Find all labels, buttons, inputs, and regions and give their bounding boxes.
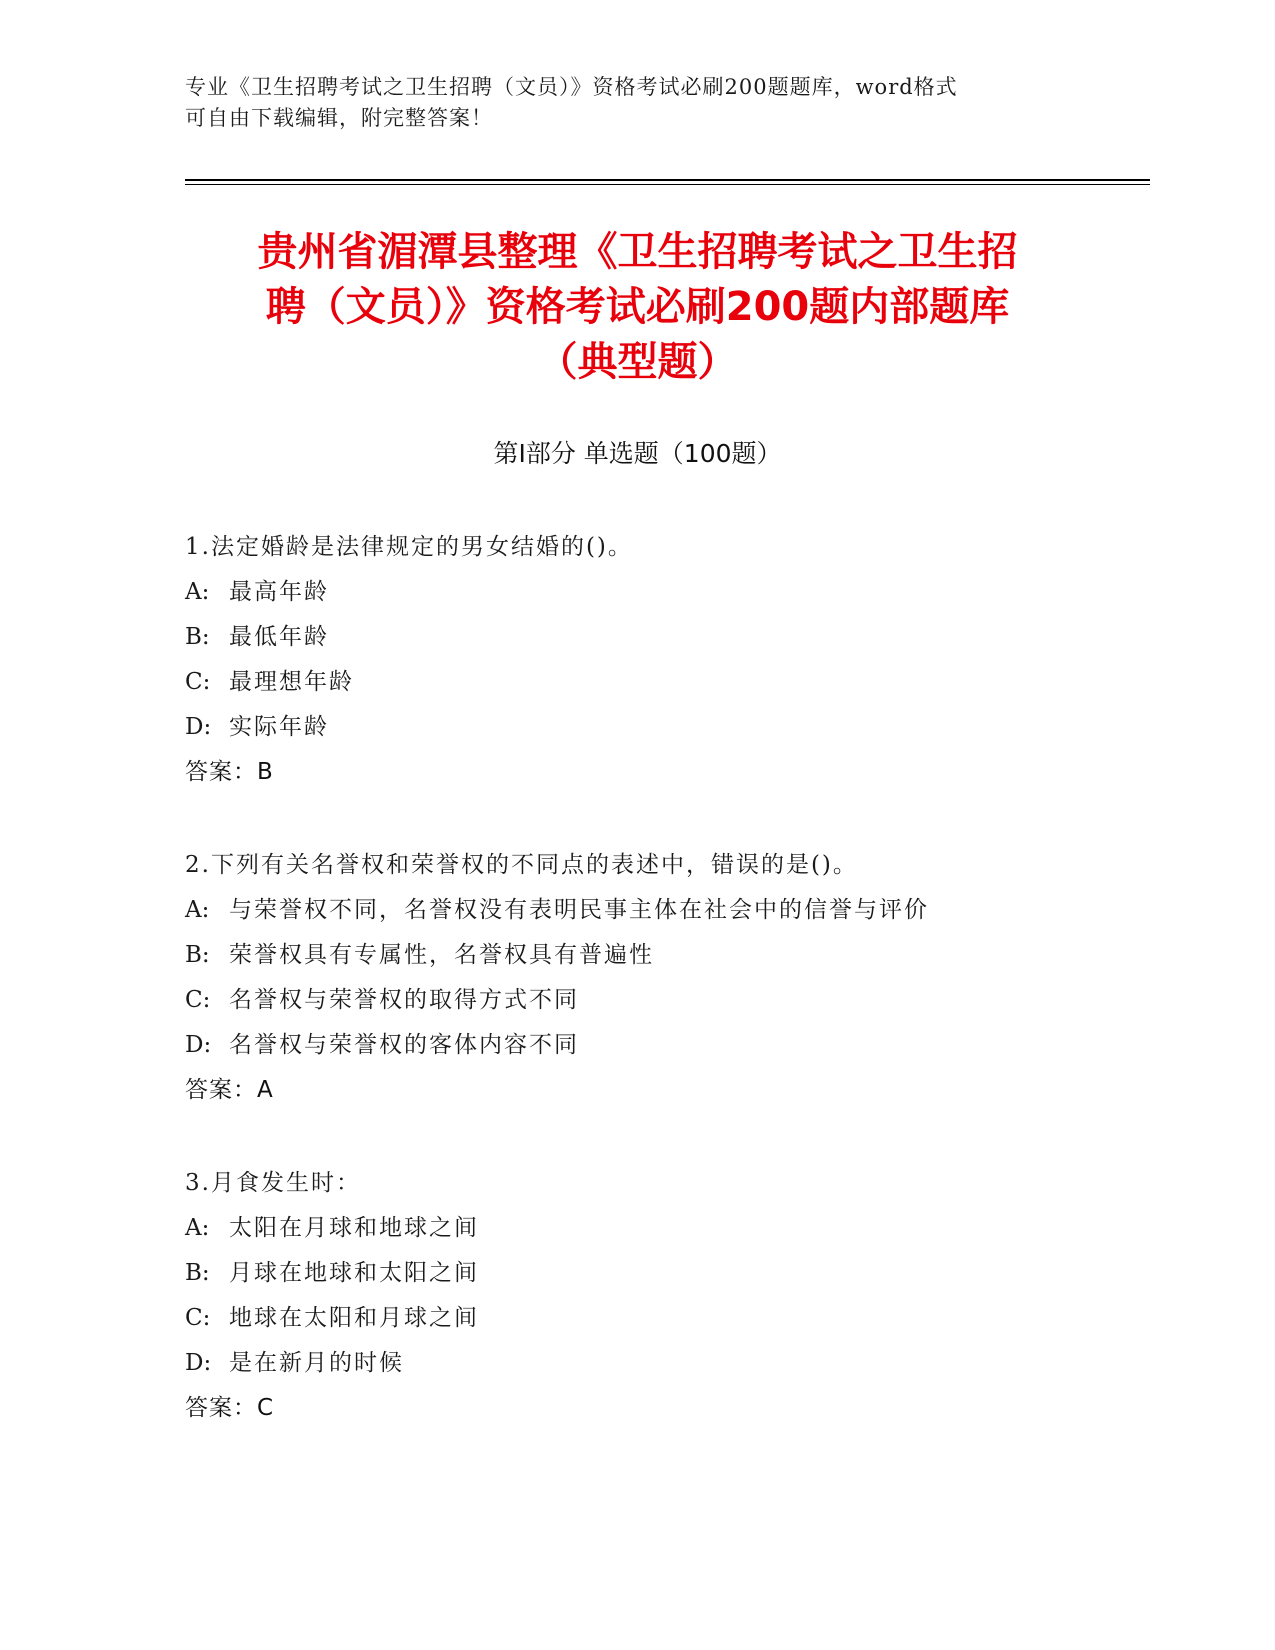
option-text: 最理想年龄: [229, 669, 354, 695]
document-title-line-2: 聘（文员）》资格考试必刷200题内部题库: [265, 284, 1010, 330]
option-a: [185, 1206, 1085, 1251]
header-note-line-1: 专业《卫生招聘考试之卫生招聘（文员）》资格考试必刷200题题库，word格式: [185, 75, 958, 99]
option-text: 名誉权与荣誉权的客体内容不同: [229, 1032, 579, 1058]
question-2: [185, 843, 1085, 1113]
option-b: [185, 933, 1085, 978]
option-label: A:: [185, 897, 210, 923]
option-c: [185, 1296, 1085, 1341]
option-label: A:: [185, 579, 210, 605]
option-d: [185, 1023, 1085, 1068]
header-divider-thick: [185, 179, 1150, 181]
option-text: 名誉权与荣誉权的取得方式不同: [229, 987, 579, 1013]
header-divider-thin: [185, 184, 1150, 185]
option-text: 实际年龄: [229, 714, 329, 740]
header-note: [185, 72, 1065, 134]
option-label: B:: [185, 624, 210, 650]
question-3: [185, 1161, 1085, 1431]
option-label: B:: [185, 942, 210, 968]
option-d: [185, 705, 1085, 750]
option-text: 最低年龄: [229, 624, 329, 650]
option-d: [185, 1341, 1085, 1386]
option-label: C:: [185, 1305, 211, 1331]
question-1: [185, 525, 1085, 795]
option-text: 月球在地球和太阳之间: [229, 1260, 479, 1286]
option-text: 地球在太阳和月球之间: [229, 1305, 479, 1331]
option-text: 太阳在月球和地球之间: [229, 1215, 479, 1241]
option-a: [185, 888, 1085, 933]
option-label: D:: [185, 1032, 212, 1058]
option-c: [185, 660, 1085, 705]
option-a: [185, 570, 1085, 615]
option-label: C:: [185, 669, 211, 695]
document-title-line-3: （典型题）: [537, 339, 738, 385]
document-title-line-1: 贵州省湄潭县整理《卫生招聘考试之卫生招: [257, 229, 1018, 275]
option-label: B:: [185, 1260, 210, 1286]
header-note-line-2: 可自由下载编辑，附完整答案！: [185, 106, 493, 130]
question-stem: 1.法定婚龄是法律规定的男女结婚的()。: [185, 534, 633, 560]
option-text: 是在新月的时候: [229, 1350, 404, 1376]
option-c: [185, 978, 1085, 1023]
option-label: C:: [185, 987, 211, 1013]
answer: 答案：A: [185, 1077, 274, 1103]
option-text: 最高年龄: [229, 579, 329, 605]
question-list: [185, 525, 1085, 1479]
option-label: D:: [185, 714, 212, 740]
option-b: [185, 615, 1085, 660]
question-stem: 2.下列有关名誉权和荣誉权的不同点的表述中，错误的是()。: [185, 852, 858, 878]
option-text: 与荣誉权不同，名誉权没有表明民事主体在社会中的信誉与评价: [229, 897, 929, 923]
option-label: A:: [185, 1215, 210, 1241]
section-heading: 第Ⅰ部分 单选题（100题）: [493, 439, 782, 468]
option-text: 荣誉权具有专属性，名誉权具有普遍性: [229, 942, 654, 968]
question-stem: 3.月食发生时：: [185, 1170, 361, 1196]
document-title: [190, 225, 1085, 390]
option-b: [185, 1251, 1085, 1296]
answer: 答案：C: [185, 1395, 275, 1421]
answer: 答案：B: [185, 759, 274, 785]
option-label: D:: [185, 1350, 212, 1376]
